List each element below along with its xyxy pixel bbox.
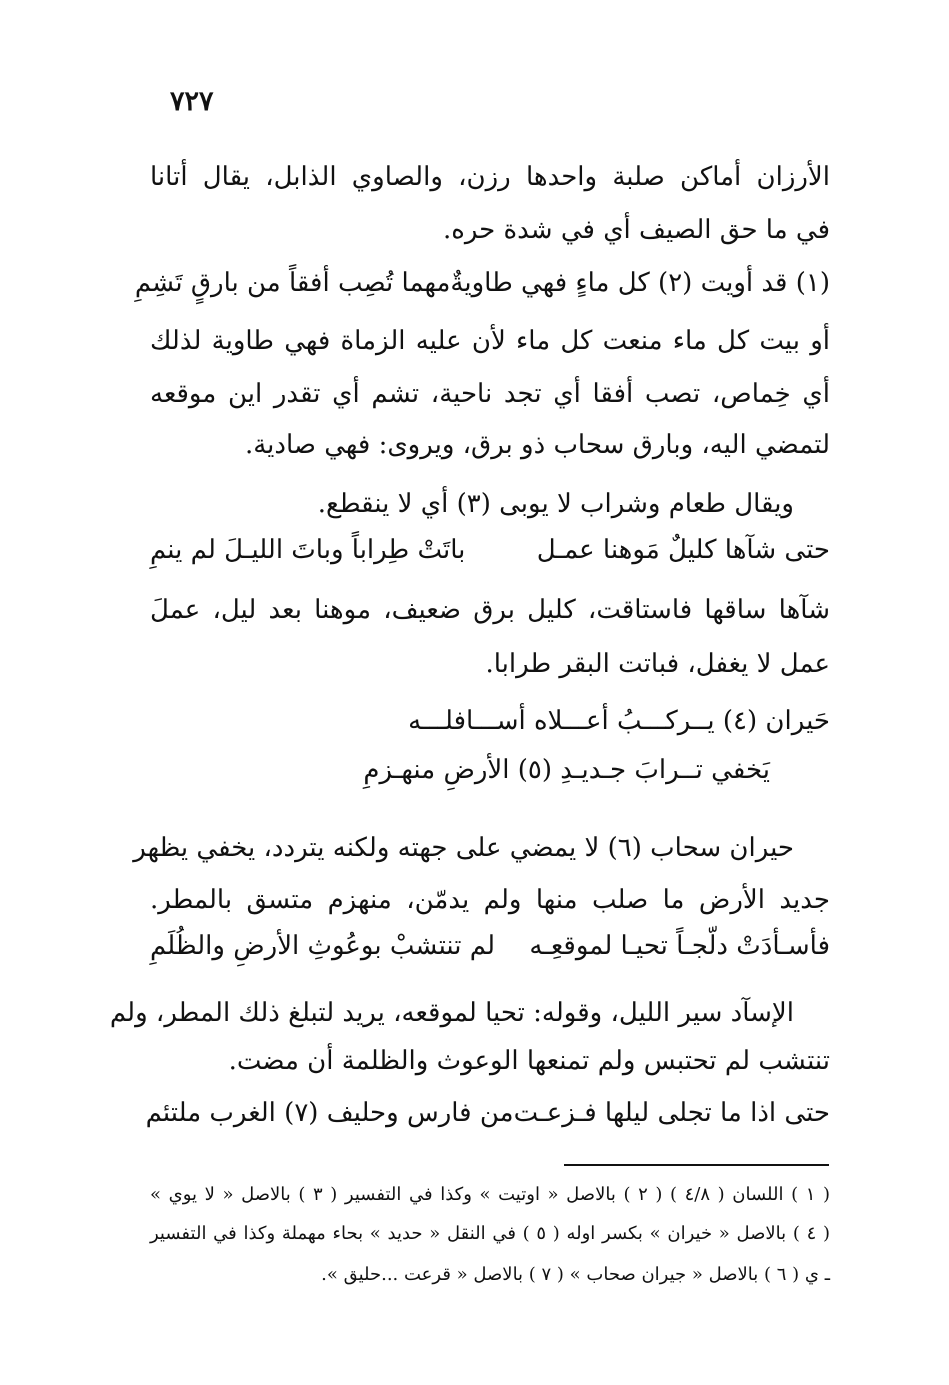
text-line: جديد الأرض ما صلب منها ولم يدمّن، منهزم متسق بالمطر.	[150, 885, 830, 915]
verse-line	[150, 530, 830, 570]
verse-first-hemistich: حتى شآها كليلٌ مَوهنا عمـل	[536, 535, 830, 565]
verse-line	[150, 750, 830, 790]
footnote-line: ( ٤ ) بالاصل « خيران » بكسر اوله ( ٥ ) في النقل « حديد » بحاء مهملة وكذا في التفسير	[150, 1223, 831, 1244]
text-line: لتمضي اليه، وبارق سحاب ذو برق، ويروى: فهي صادية.	[244, 430, 830, 460]
verse-first-hemistich: (١) قد أويت (٢) كل ماءٍ فهي طاويةٌ	[450, 268, 830, 298]
text-line: أي خِماص، تصب أفقا أي تجد ناحية، تشم أي تقدر اين موقعه	[150, 379, 830, 409]
text-line: في ما حق الصيف أي في شدة حره.	[442, 215, 830, 245]
text-line: عمل لا يغفل، فباتت البقر طرابا.	[485, 649, 830, 679]
verse-second-hemistich: باتَتْ طِراباً وباتَ الليـلَ لم ينمِ	[150, 535, 466, 565]
text-line: الإسآد سير الليل، وقوله: تحيا لموقعه، يريد لتبلغ ذلك المطر، ولم	[109, 998, 794, 1028]
verse-first-hemistich: فأسـأدَتْ دلّجـاً تحيـا لموقعِـه	[529, 931, 830, 961]
footnote-line: ( ١ ) اللسان ( ٤/٨ ) ( ٢ ) بالاصل « اوتيت » وكذا في التفسير ( ٣ ) بالاصل « لا يوي »	[150, 1184, 831, 1205]
verse-first-hemistich: حَيران (٤) يــركـــبُ أعـــلاه أســـافلـــه	[408, 706, 830, 736]
verse-second-hemistich: من فارس وحليف (٧) الغرب ملتئم	[145, 1098, 514, 1128]
text-line: شآها ساقها فاستاقت، كليل برق ضعيف، موهنا بعد ليل، عملَ	[150, 595, 830, 625]
text-line: الأرزان أماكن صلبة واحدها رزن، والصاوي الذابل، يقال أتانا	[150, 162, 830, 192]
verse-line	[145, 1093, 830, 1133]
text-line: أو بيت كل ماء منعت كل ماء لأن عليه الزماة فهي طاوية لذلك	[150, 326, 830, 356]
footnote-divider	[564, 1164, 829, 1166]
verse-second-hemistich: لم تنتشبْ بوعُوثِ الأرضِ والظُلَمِ	[150, 931, 496, 961]
verse-first-hemistich: حتى اذا ما تجلى ليلها فـزعـت	[513, 1098, 830, 1128]
page-number: ٧٢٧	[170, 86, 214, 117]
footnote-line: ـ ي ( ٦ ) بالاصل « جيران صحاب » ( ٧ ) بالاصل « قرعت ...حليق ».	[321, 1264, 830, 1285]
verse-line	[134, 263, 830, 303]
verse-second-hemistich: مهما تُصِب أفقاً من بارقٍ تَشِمِ	[134, 268, 451, 298]
text-line: تنتشب لم تحتبس ولم تمنعها الوعوث والظلمة أن مضت.	[228, 1046, 830, 1076]
verse-second-hemistich: يَخفي تــرابَ جـديـدِ (٥) الأرضِ منهـزمِ	[363, 755, 770, 785]
verse-line	[150, 926, 830, 966]
text-line: حيران سحاب (٦) لا يمضي على جهته ولكنه يتردد، يخفي يظهر	[133, 833, 794, 863]
verse-line	[150, 701, 830, 741]
text-line: ويقال طعام وشراب لا يوبى (٣) أي لا ينقطع.	[317, 489, 794, 519]
